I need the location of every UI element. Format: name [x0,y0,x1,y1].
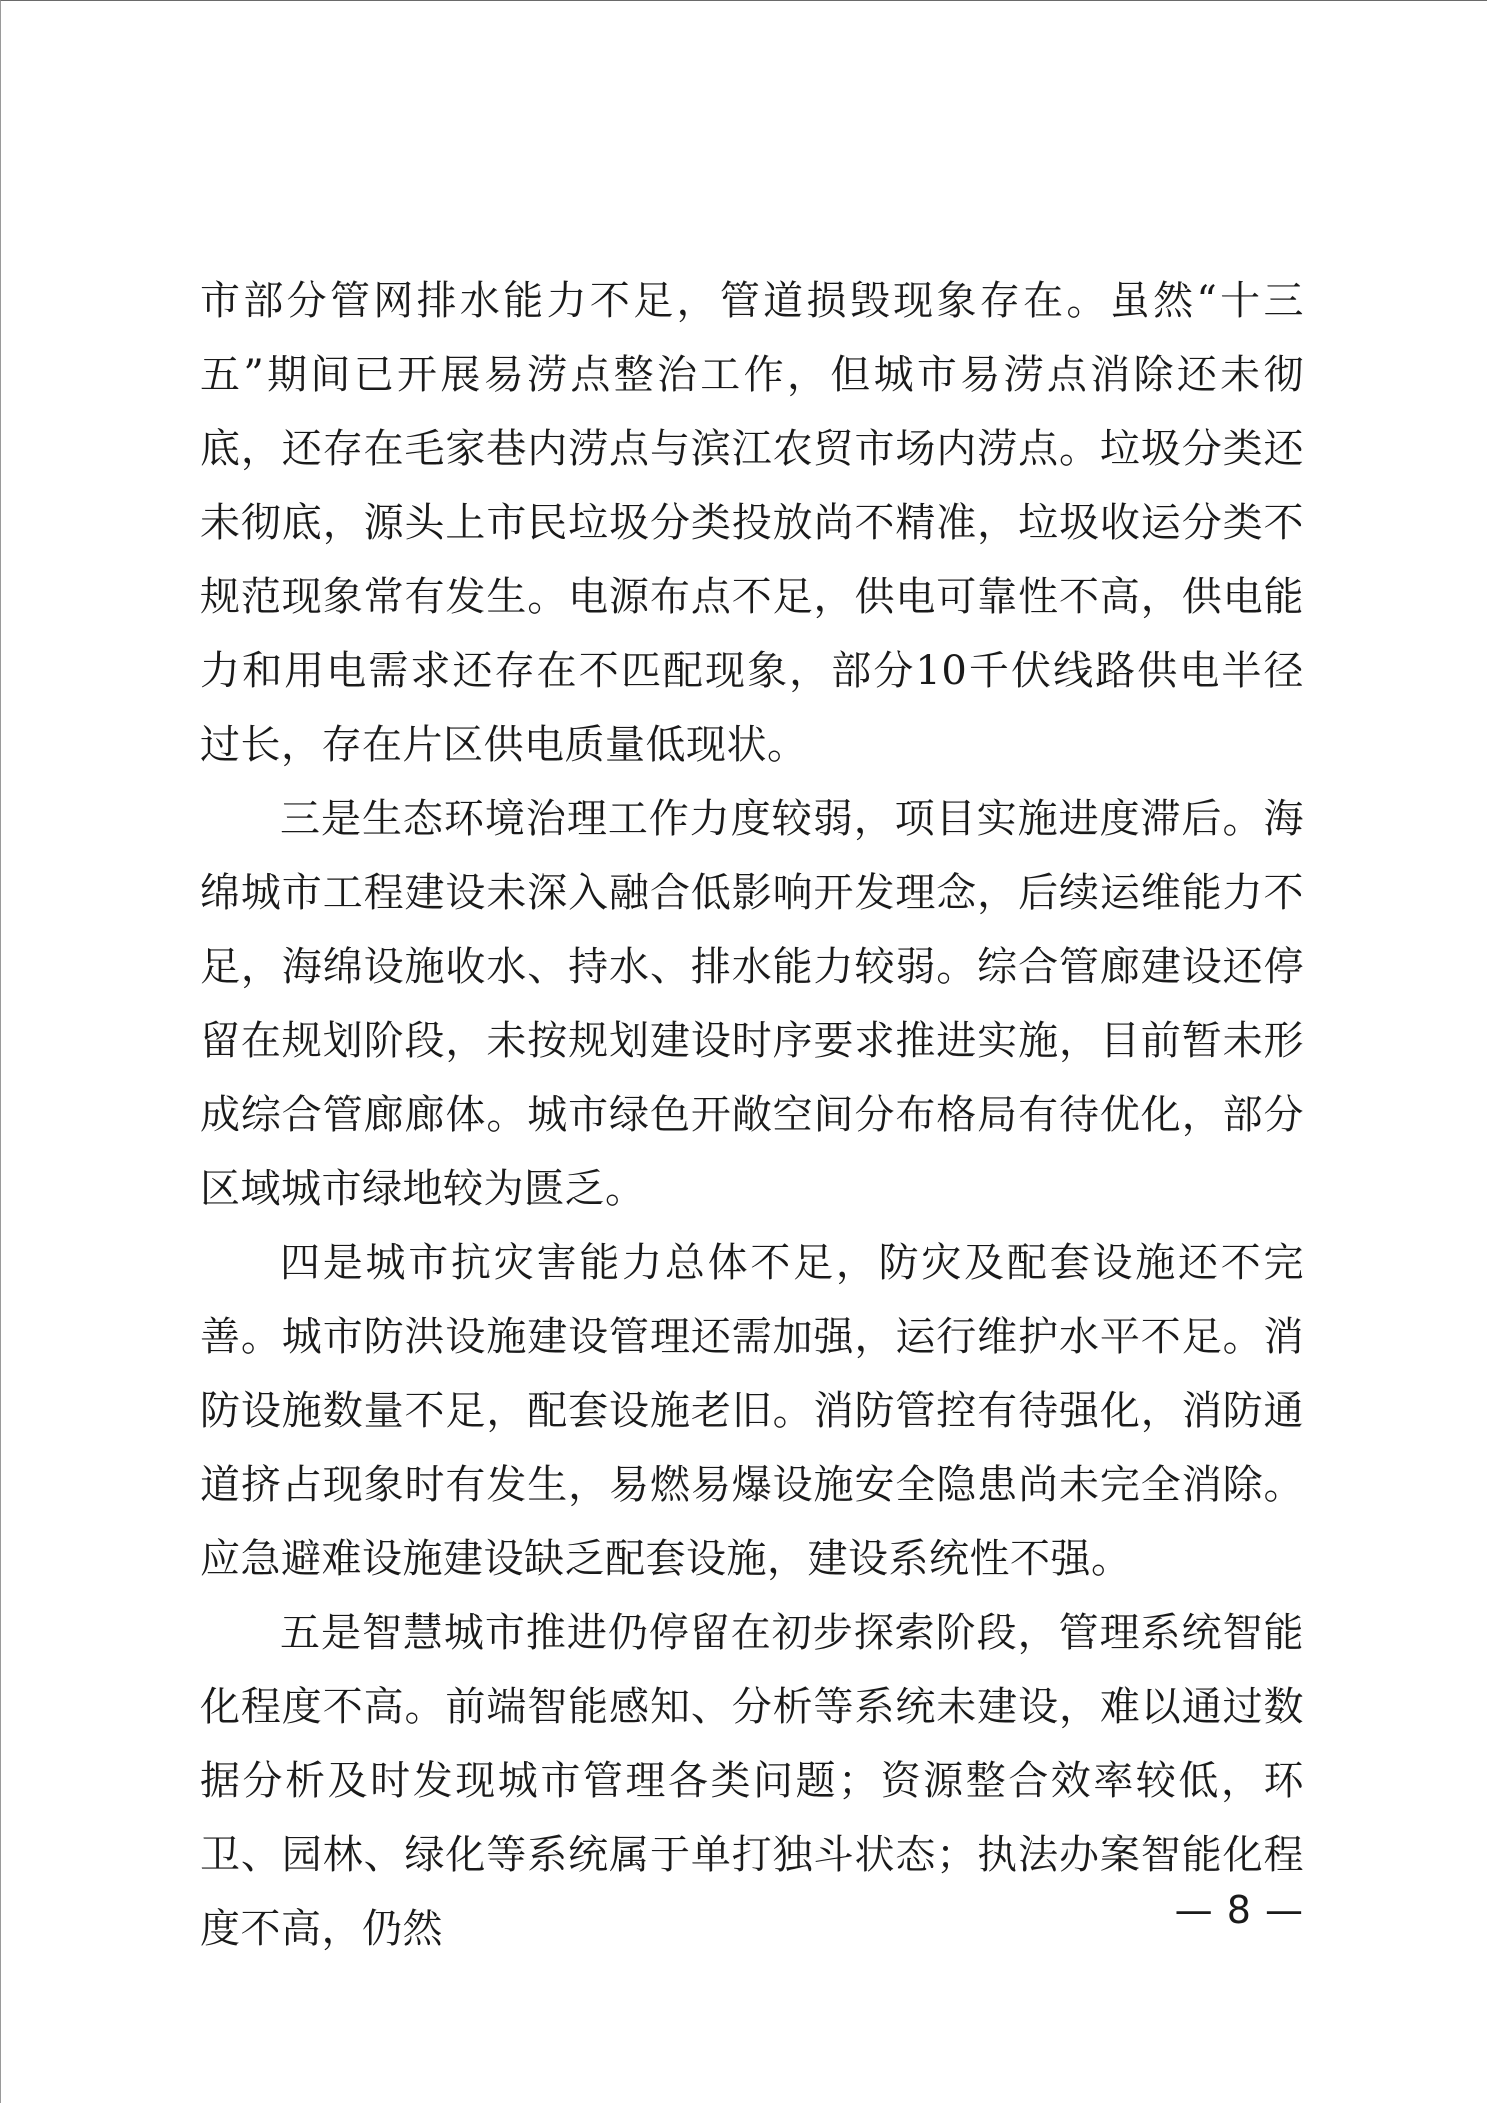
paragraph-3: 四是城市抗灾害能力总体不足，防灾及配套设施还不完善。城市防洪设施建设管理还需加强，运行维护水平不足。消防设施数量不足，配套设施老旧。消防管控有待强化，消防通道挤占现象时有发生，易燃易爆设施安全隐患尚未完全消除。应急避难设施建设缺乏配套设施，建设系统性不强。 [200,1240,1304,1582]
paragraph-4: 五是智慧城市推进仍停留在初步探索阶段，管理系统智能化程度不高。前端智能感知、分析等系统未建设，难以通过数据分析及时发现城市管理各类问题；资源整合效率较低，环卫、园林、绿化等系统属于单打独斗状态；执法办案智能化程度不高，仍然 [200,1610,1304,1952]
paragraph-1: 市部分管网排水能力不足，管道损毁现象存在。虽然“十三五”期间已开展易涝点整治工作，但城市易涝点消除还未彻底，还存在毛家巷内涝点与滨江农贸市场内涝点。垃圾分类还未彻底，源头上市民垃圾分类投放尚不精准，垃圾收运分类不规范现象常有发生。电源布点不足，供电可靠性不高，供电能力和用电需求还存在不匹配现象，部分10千伏线路供电半径过长，存在片区供电质量低现状。 [200,278,1304,768]
page-number: — 8 — [1174,1888,1304,1932]
document-body [200,264,1304,1966]
paragraph-2: 三是生态环境治理工作力度较弱，项目实施进度滞后。海绵城市工程建设未深入融合低影响开发理念，后续运维能力不足，海绵设施收水、持水、排水能力较弱。综合管廊建设还停留在规划阶段，未按规划建设时序要求推进实施，目前暂未形成综合管廊廊体。城市绿色开敞空间分布格局有待优化，部分区域城市绿地较为匮乏。 [200,796,1304,1212]
